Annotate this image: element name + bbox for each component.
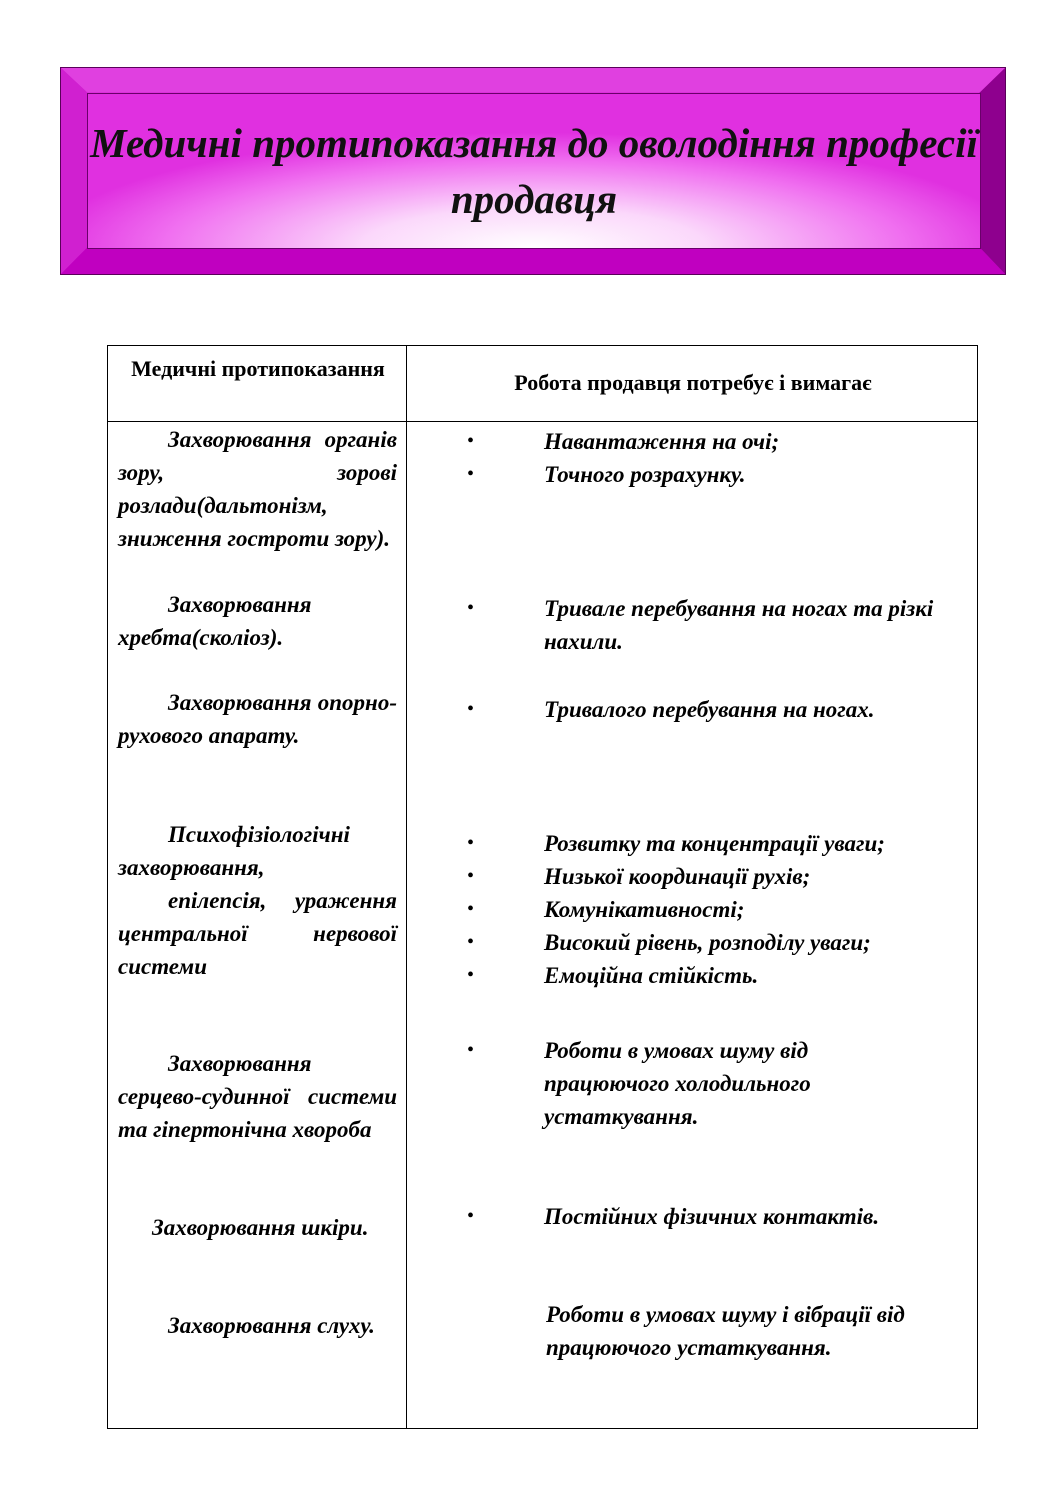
header-requirements: Робота продавця потребує і вимагає (514, 370, 872, 395)
requirements-nervous (407, 827, 977, 992)
title-banner (60, 67, 1006, 275)
contraindication-skin: Захворювання шкіри. (152, 1215, 369, 1240)
list-item: • Роботи в умовах шуму від працюючого холодильного устаткування. (467, 1038, 811, 1129)
contraindication-cardiovascular: Захворювання серцево-судинної системи та гіпертонічна хвороба (118, 1051, 397, 1142)
contraindication-psychophysiological: Психофізіологічні захворювання, (118, 822, 350, 880)
requirements-spine (407, 592, 977, 658)
contraindication-spine: Захворювання хребта(сколіоз). (118, 592, 312, 650)
list-item: • Комунікативності; (467, 897, 745, 922)
requirements-musculoskeletal (407, 693, 977, 726)
list-item: • Точного розрахунку. (467, 462, 746, 487)
list-item: • Високий рівень, розподілу уваги; (467, 930, 871, 955)
banner-face (87, 93, 981, 249)
contraindications-table (107, 345, 978, 1429)
header-contraindications: Медичні протипоказання (131, 356, 385, 381)
requirements-vision (407, 425, 977, 491)
contraindication-musculoskeletal: Захворювання опорно-рухового апарату. (118, 690, 397, 748)
requirements-cardiovascular (407, 1034, 977, 1133)
list-item: • Навантаження на очі; (467, 429, 780, 454)
list-item: • Тривале перебування на ногах та різкі нахили. (467, 596, 934, 654)
list-item: • Низької координації рухів; (467, 864, 811, 889)
page-title: Медичні протипоказання до оволодіння професії продавця (90, 120, 978, 222)
list-item: • Розвитку та концентрації уваги; (467, 831, 885, 856)
requirements-skin (407, 1200, 977, 1233)
contraindication-epilepsy: епілепсія, ураження центральної нервової системи (118, 888, 397, 979)
header-divider (108, 421, 977, 422)
requirements-hearing: Роботи в умовах шуму і вібрації від працюючого устаткування. (546, 1302, 905, 1360)
list-item: • Постійних фізичних контактів. (467, 1204, 880, 1229)
contraindication-hearing: Захворювання слуху. (168, 1313, 375, 1338)
list-item: • Тривалого перебування на ногах. (467, 697, 875, 722)
contraindication-vision: Захворювання органів зору, зорові розлади(дальтонізм, зниження гостроти зору). (118, 427, 397, 551)
list-item: • Емоційна стійкість. (467, 963, 759, 988)
